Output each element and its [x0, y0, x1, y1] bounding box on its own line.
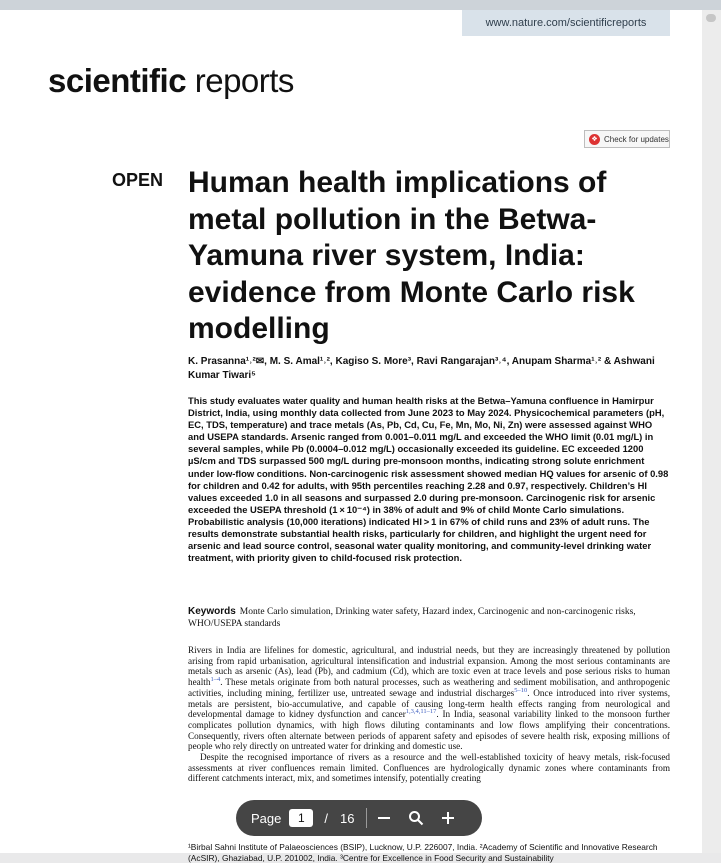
bookmark-icon: ❖: [589, 134, 600, 145]
page-number-input[interactable]: 1: [289, 809, 313, 827]
keywords: [188, 606, 670, 630]
page-label: Page: [251, 810, 282, 826]
keywords-text: Monte Carlo simulation, Drinking water safety, Hazard index, Carcinogenic and non-carcinogenic risks, WHO/USEPA standards: [188, 607, 636, 629]
pdf-page: [0, 10, 702, 863]
plus-icon: [441, 811, 455, 825]
zoom-out-button[interactable]: [369, 803, 399, 833]
abstract: This study evaluates water quality and human health risks at the Betwa–Yamuna confluence in Hamirpur District, India, using monthly data collected from June 2023 to May 2024. Physicochemical parameters (pH, EC, TDS, temperature) and trace metals (As, Pb, Cd, Cu, Fe, Mn, Mo, Ni, Zn) were assessed against WHO and USEPA standards. Arsenic ranged from 0.001–0.011 mg/L and exceeded the WHO limit (0.01 mg/L) in several samples, while Pb (0.0004–0.012 mg/L) occasionally exceeded its guideline. EC exceeded 1200 µS/cm and TDS surpassed 500 mg/L during pre-monsoon months, indicating strong solute enrichment under low-flow conditions. Non-carcinogenic risk assessment showed median HQ values for arsenic of 0.98 for children and 0.42 for adults, with 95th percentiles reaching 2.28 and 0.97, respectively. Children’s HI values exceeded 1.0 in all seasons and surpassed 2.0 during pre-monsoon. Carcinogenic risk for arsenic exceeded the USEPA threshold (1 × 10⁻⁴) in 38% of adult and 9% of child Monte Carlo simulations. Probabilistic analysis (10,000 iterations) indicated HI > 1 in 67% of child runs and 23% of adult runs. The results demonstrate substantial health risks, particularly for children, and highlight the urgent need for arsenic and lead source control, seasonal water quality monitoring, and community-level drinking water treatment, with priority given to child-focused risk protection.: [188, 395, 669, 564]
zoom-in-button[interactable]: [433, 803, 463, 833]
author-list[interactable]: K. Prasanna¹˒²✉, M. S. Amal¹˒², Kagiso S. More³, Ravi Rangarajan³˒⁴, Anupam Sharma¹˒² & Ashwani Kumar Tiwari⁵: [188, 356, 655, 381]
page-total: 16: [340, 810, 355, 826]
journal-name-bold: scientific: [48, 62, 187, 99]
article-body: [188, 645, 670, 784]
journal-logo: [48, 62, 294, 100]
article-title: Human health implications of metal pollution in the Betwa-Yamuna river system, India: evidence from Monte Carlo risk modelling: [188, 166, 635, 345]
page-navigation-toolbar: [236, 800, 482, 836]
scrollbar-thumb[interactable]: [706, 14, 716, 22]
reference-link[interactable]: 1,3,4,11–17: [405, 708, 437, 716]
body-paragraph: Rivers in India are lifelines for domestic, agricultural, and industrial needs, but they are increasingly threatened by pollution arising from rapid urbanisation, agricultural intensification and industrial expansion. Among the most serious contaminants are metals such as arsenic (As), lead (Pb), and cadmium (Cd), which are toxic even at trace levels and pose serious risks to human health$^{1-4}$. These metals originate from both natural processes, such as weathering and sediment mobilisation, and anthropogenic activities, including mining, fertilizer use, untreated sewage and industrial discharges$^{5-10}$. Once introduced into river systems, metals are persistent, bio-accumulative, and capable of causing long-term health effects ranging from neurological and developmental damage to kidney dysfunction and cancer$^{1,3,4,11-17}$. In India, seasonal variability linked to the monsoon further complicates pollution dynamics, with high flows diluting contaminants and low flows amplifying their concentrations. Consequently, rivers often alternate between periods of apparent safety and episodes of severe health risk, exposing millions of people who rely directly on untreated water for drinking and domestic use.: [188, 645, 670, 752]
top-toolbar-strip: [0, 0, 721, 10]
open-access-label: OPEN: [112, 170, 164, 190]
body-paragraph: Despite the recognised importance of rivers as a resource and the well-established toxicity of heavy metals, risk-focused assessments at river confluences remain limited. Confluences are hydrologically dynamic zones where contaminants from different catchments interact, mix, and sometimes intensify, potentially creating: [188, 752, 670, 784]
toolbar-divider: [366, 808, 367, 828]
minus-icon: [377, 811, 391, 825]
journal-url[interactable]: www.nature.com/scientificreports: [462, 10, 670, 36]
page-separator: /: [324, 810, 328, 826]
check-for-updates-button[interactable]: [584, 130, 670, 148]
journal-name-regular: reports: [186, 62, 294, 99]
affiliations-footnote: ¹Birbal Sahni Institute of Palaeosciences (BSIP), Lucknow, U.P. 226007, India. ²Academy of Scientific and Innovative Research (AcSIR), Ghaziabad, U.P. 201002, India. ³Centre for Excellence in Food Security and Sustainability: [188, 842, 658, 863]
scrollbar[interactable]: [702, 10, 721, 853]
check-for-updates-label: Check for updates: [604, 134, 669, 144]
zoom-reset-button[interactable]: [401, 803, 431, 833]
reference-link[interactable]: 1–4: [210, 676, 221, 684]
reference-link[interactable]: 5–10: [514, 686, 528, 694]
keywords-label: Keywords: [188, 606, 236, 617]
magnifier-icon: [408, 810, 424, 826]
